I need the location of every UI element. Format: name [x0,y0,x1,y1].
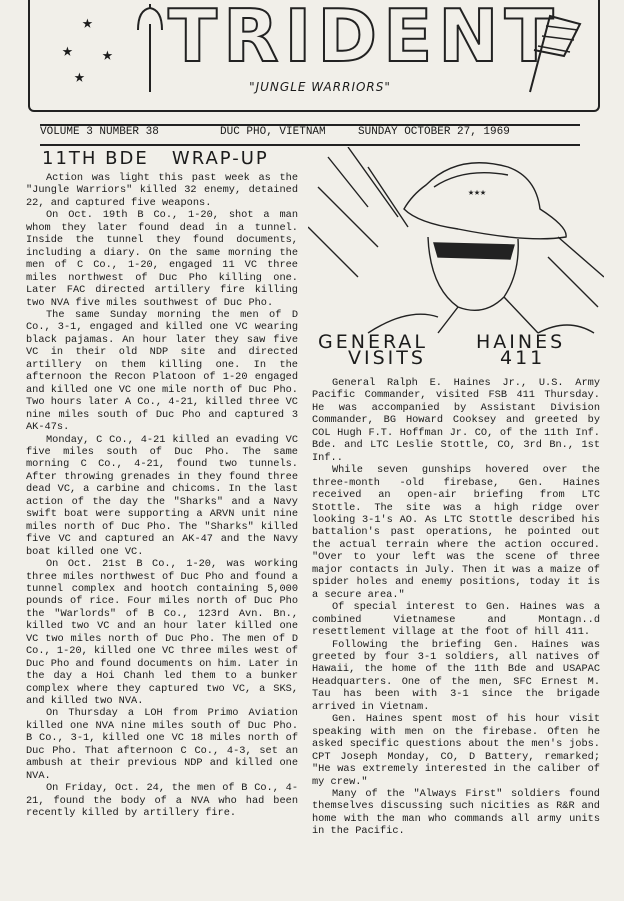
volume-number: VOLUME 3 NUMBER 38 [40,126,159,138]
article-paragraph: While seven gunships hovered over the three-month -old firebase, Gen. Haines received an open-air briefing from LTC Stottle. The site was a high ridge over looking 3-1's AO. As LTC Stottle described his battalion's past operations, he pointed out the actual terrain where the action occured. "Over to your left was the scene of three major contacts in July. Then it was a maize of spider holes and enemy positions, today it is a secure area." [312,464,600,601]
article-paragraph: Gen. Haines spent most of his hour visit speaking with men on the firebase. Often he asked specific questions about the men's jobs. CPT Joseph Monday, CO, D Battery, remarked; "He was extremely interested in the caliber of my crew." [312,713,600,788]
general-portrait-illustration [308,147,604,337]
star-icon: ★ [102,46,113,66]
svg-text:★★★: ★★★ [468,188,487,199]
right-article-body [312,377,600,838]
caption-411: 411 [500,347,546,369]
article-paragraph: Action was light this past week as the "Jungle Warriors" killed 32 enemy, detained 22, and captured five weapons. [26,172,298,209]
dateline-date: SUNDAY OCTOBER 27, 1969 [358,126,510,138]
article-paragraph: Following the briefing Gen. Haines was greeted by four 3-1 soldiers, all natives of Hawaii, the home of the 11th Bde and USAPAC Headquarters. One of the men, SFC Ernest M. Tau has been with 3-1 since the brigade arrived in Vietnam. [312,638,600,713]
dateline [40,124,580,146]
dateline-place: DUC PHO, VIETNAM [220,126,326,138]
caption-haines: HAINES [476,331,566,353]
star-icon: ★ [62,42,73,62]
article-paragraph: The same Sunday morning the men of D Co., 3-1, engaged and killed one VC wearing black pajamas. An hour later they saw five VC in their old NDP site and directed artillery on them killing one. In the afternoon the Recon Platoon of 1-20 engaged and killed one VC one mile north of Duc Pho. Two hours later A Co., 4-21, killed three VC nine miles south of Duc Pho and captured 3 AK-47s. [26,308,298,434]
article-paragraph: General Ralph E. Haines Jr., U.S. Army Pacific Commander, visited FSB 411 Thursday. He was accompanied by Assistant Division Commander, BG Howard Cooksey and greeted by COL Hugh F.T. Hoffman Jr. CO, of the 11th Inf. Bde. and LTC Leslie Stottle, CO, 3rd Bn., 1st Inf.. [312,377,600,464]
trident-icon [130,4,170,94]
article-paragraph: On Oct. 19th B Co., 1-20, shot a man whom they later found dead in a tunnel. Inside the tunnel they found documents, including a diary. On the same morning the men of C Co., 1-20, engaged 11 VC three miles northwest of Duc Pho killing one. Later FAC directed artillery fire killing two NVA five miles southwest of Duc Pho. [26,209,298,309]
article-paragraph: Of special interest to Gen. Haines was a combined Vietnamese and Montagn..d resettlement village at the foot of hill 411. [312,601,600,639]
article-paragraph: On Thursday a LOH from Primo Aviation killed one NVA nine miles south of Duc Pho. B Co., 3-1, killed one VC 18 miles north of Duc Pho. That afternoon C Co., 4-3, set an ambush at their previous NDP and killed one NVA. [26,707,298,782]
masthead [28,0,600,112]
left-article-body [26,172,298,820]
article-paragraph: Many of the "Always First" soldiers found themselves discussing such nicities as R&R and home with the man who commands all army units in the Pacific. [312,787,600,838]
caption-general: GENERAL [318,331,428,353]
article-paragraph: On Friday, Oct. 24, the men of B Co., 4-21, found the body of a NVA who had been recently killed by artillery fire. [26,782,298,820]
newspaper-title: TRIDENT [168,0,560,78]
newspaper-subtitle: "JUNGLE WARRIORS" [249,80,391,94]
caption-visits: VISITS [348,347,426,369]
star-icon: ★ [74,68,85,88]
article-paragraph: On Oct. 21st B Co., 1-20, was working three miles northwest of Duc Pho and found a tunnel complex and hootch containing 5,000 pounds of rice. Four miles north of Duc Pho the "Warlords" of B Co., 123rd Avn. Bn., killed two VC and an hour later killed one VC two miles north of Duc Pho. The men of D Co., 1-20, killed one VC three miles west of Duc Pho and found documents on him. Later in the day a Hoi Chanh led them to a bunker complex where they captured two VC, a SKS, and killed two NVA. [26,558,298,708]
article-paragraph: Monday, C Co., 4-21 killed an evading VC five miles south of Duc Pho. The same morning C Co., 4-21, found two tunnels. After throwing grenades in they found three dead VC, a carbine and chicoms. In the last action of the day the "Sharks" and a Navy swift boat were supporting a ARVN unit nine miles north of Duc Pho. The "Sharks" killed five VC and captured an AK-47 and the Navy boat killed one VC. [26,433,298,558]
left-headline: 11TH BDE WRAP-UP [42,148,269,169]
star-icon: ★ [82,14,93,34]
